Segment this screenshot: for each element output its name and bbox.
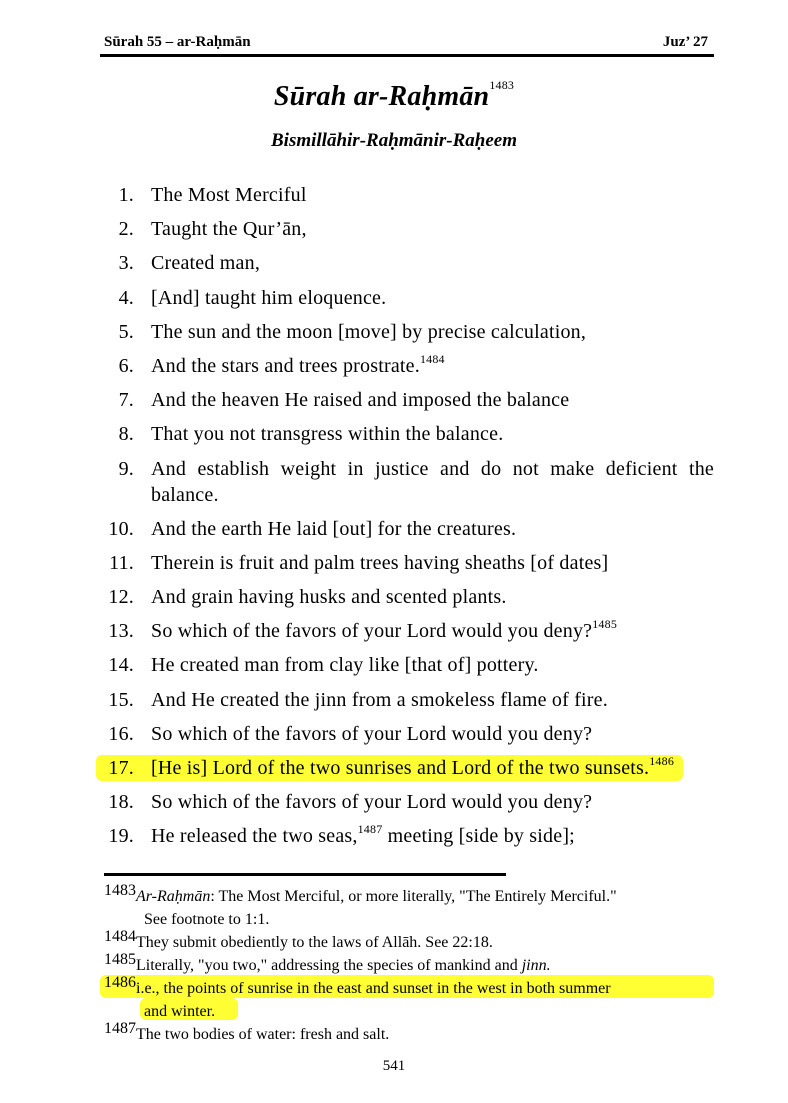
verse: [100, 456, 714, 508]
footnote: [104, 928, 712, 954]
verse: [100, 584, 714, 610]
verse: [100, 516, 714, 542]
verse-text: Therein is fruit and palm trees having sheaths [of dates]: [151, 551, 609, 574]
verse: [100, 823, 714, 849]
bismillah: Bismillāhir-Raḥmānir-Raḥeem: [271, 130, 517, 151]
footnote-continuation: and winter.: [144, 1003, 216, 1020]
footnote-text: They submit obediently to the laws of Allāh. See 22:18.: [136, 934, 493, 951]
verse-number: 15.: [108, 688, 134, 711]
footnote-text: : The Most Merciful, or more literally, "The Entirely Merciful.": [210, 888, 617, 905]
verse: [100, 618, 714, 644]
verse: [100, 353, 714, 379]
running-header: [100, 34, 712, 54]
footnote-list: [104, 882, 712, 1046]
header-rule: [100, 54, 714, 57]
footnote-number: 1487: [104, 1020, 136, 1037]
footnote: [104, 1020, 712, 1046]
verse-number: 4.: [118, 286, 134, 309]
verse-text: So which of the favors of your Lord would you deny?: [151, 791, 593, 814]
footnote: [104, 951, 712, 977]
verse: [100, 421, 714, 447]
verse-number: 12.: [108, 586, 134, 609]
verse-text: He created man from clay like [that of] pottery.: [151, 654, 539, 677]
footnote: [104, 882, 712, 931]
title-footnote-ref[interactable]: 1483: [489, 78, 515, 92]
footnote-ref[interactable]: 1484: [419, 351, 445, 366]
verse-number: 17.: [108, 757, 134, 779]
verse-number: 16.: [108, 722, 134, 745]
footnote-number: 1485: [104, 951, 136, 968]
header-juz: Juz’ 27: [662, 34, 708, 50]
verse-text: And establish weight in justice and do not make deficient the balance.: [151, 457, 714, 506]
verse-number: 11.: [109, 551, 134, 574]
verse-highlighted: [100, 755, 714, 781]
verse: [100, 182, 714, 208]
verse-number: 14.: [108, 654, 134, 677]
verse: [100, 789, 714, 815]
verse-text: And the stars and trees prostrate.: [151, 354, 420, 377]
verse-number: 5.: [118, 320, 134, 343]
verse: [100, 319, 714, 345]
verse-number: 7.: [118, 389, 134, 412]
verse-text: And grain having husks and scented plants.: [151, 586, 507, 609]
verse-text: And the heaven He raised and imposed the balance: [151, 389, 570, 412]
verse: [100, 216, 714, 242]
footnote-number: 1486: [104, 974, 136, 991]
footnote-continuation: See footnote to 1:1.: [144, 911, 270, 928]
footnote-number: 1483: [104, 882, 136, 899]
verse-text: Created man,: [151, 252, 261, 275]
verse-text: Taught the Qur’ān,: [151, 218, 307, 241]
verse: [100, 250, 714, 276]
footnote-highlighted: [104, 974, 712, 1023]
verse-text: That you not transgress within the balance.: [151, 423, 504, 446]
footnote-text: The two bodies of water: fresh and salt.: [136, 1026, 390, 1043]
verse-number: 18.: [108, 791, 134, 814]
footnote-text: i.e., the points of sunrise in the east and sunset in the west in both summer: [136, 980, 611, 997]
page-number: 541: [382, 1058, 406, 1074]
verse-text: The sun and the moon [move] by precise calculation,: [151, 320, 587, 343]
footnote-number: 1484: [104, 928, 136, 945]
verse-text: So which of the favors of your Lord would you deny?: [151, 722, 593, 745]
verse-text: So which of the favors of your Lord would you deny?: [151, 620, 593, 643]
verse-text: And He created the jinn from a smokeless flame of fire.: [151, 688, 608, 711]
surah-title-text: Sūrah ar-Raḥmān: [273, 81, 490, 112]
verse: [100, 687, 714, 713]
verse-text: The Most Merciful: [151, 184, 307, 206]
verse-text: [He is] Lord of the two sunrises and Lord of the two sunsets.: [151, 757, 650, 779]
verse-number: 19.: [108, 825, 134, 848]
footnote-text: Literally, "you two," addressing the species of mankind and: [136, 957, 522, 974]
footnote-term: Ar-Raḥmān: [136, 888, 211, 905]
verse-number: 3.: [118, 252, 134, 275]
footnote-term: jinn.: [521, 957, 551, 974]
verse-list: [100, 182, 714, 858]
verse-text: [And] taught him eloquence.: [151, 286, 387, 309]
verse-number: 2.: [118, 218, 134, 241]
verse: [100, 721, 714, 747]
verse-text: He released the two seas,: [151, 825, 358, 848]
verse: [100, 285, 714, 311]
footnote-ref[interactable]: 1487: [357, 822, 383, 837]
footnote-ref[interactable]: 1485: [592, 617, 618, 632]
surah-title: [0, 78, 788, 113]
verse-number: 8.: [118, 423, 134, 446]
verse-text: And the earth He laid [out] for the creatures.: [151, 517, 517, 540]
verse-number: 6.: [118, 354, 134, 377]
verse: [100, 652, 714, 678]
verse-number: 13.: [108, 620, 134, 643]
footnote-rule: [104, 873, 506, 876]
verse: [100, 550, 714, 576]
verse-number: 9.: [118, 457, 134, 480]
header-surah: Sūrah 55 – ar-Raḥmān: [104, 34, 251, 50]
footnote-ref[interactable]: 1486: [649, 754, 675, 768]
verse-number: 10.: [108, 517, 134, 540]
verse-text-continued: meeting [side by side];: [382, 825, 575, 848]
verse: [100, 387, 714, 413]
verse-number: 1.: [118, 184, 134, 206]
